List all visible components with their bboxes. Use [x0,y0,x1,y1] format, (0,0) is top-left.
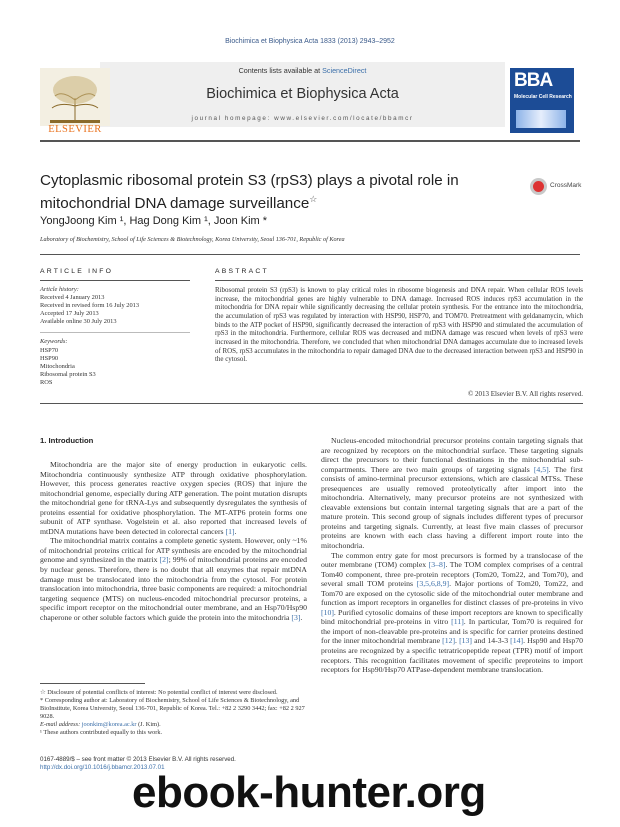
footnote-rule [40,683,145,684]
sciencedirect-link[interactable]: ScienceDirect [322,66,367,75]
cover-title: BBA [514,70,553,91]
history-item: Accepted 17 July 2013 [40,310,99,318]
crossmark-icon [530,178,547,195]
footnote-corresponding: * Corresponding author at: Laboratory of Biochemistry, School of Life Sciences & Biotechnology, and BioInstitute, Korea University, Seoul 136-701, Republic of Korea. Tel.: +82 2 3290 3442; fax: +82 2 927 9028. [40,696,305,720]
journal-title: Biochimica et Biophysica Acta [206,86,399,102]
text-run: . Purified cytosolic domains of these import receptors are known to specifically bind mitochondrial pre-proteins in vitro [321,607,583,627]
keyword: HSP70 [40,346,59,354]
abstract-rule [215,280,583,281]
text-run: E-mail address: [40,720,82,728]
history-label: Article history: [40,286,79,293]
intro-heading: 1. Introduction [40,436,94,445]
reference-link[interactable]: [13] [459,636,473,646]
header-rule [40,140,580,142]
info-separator [40,326,190,333]
text-run: . [455,636,460,646]
elsevier-wordmark: ELSEVIER [48,124,102,135]
title-footnote-mark[interactable]: ☆ [309,194,318,204]
reference-link[interactable]: [2] [159,555,169,565]
affiliation: Laboratory of Biochemistry, School of Life Sciences & Biotechnology, Korea University, Seoul 136-701, Republic of Korea [40,236,345,243]
article-info-heading: ARTICLE INFO [40,268,114,275]
history-item: Available online 30 July 2013 [40,318,117,326]
reference-link[interactable]: [3–8] [428,560,446,570]
text-run: . [300,612,303,622]
abstract-copyright: © 2013 Elsevier B.V. All rights reserved. [467,390,583,398]
reference-link[interactable]: [11] [451,617,464,627]
keyword: HSP90 [40,354,59,362]
article-title [40,172,540,213]
body-right-column [321,436,583,675]
keyword: Mitochondria [40,362,75,370]
reference-link[interactable]: [3,5,6,8,9] [416,579,450,589]
info-rule [40,280,190,281]
elsevier-logo [40,68,110,138]
abstract-text: Ribosomal protein S3 (rpS3) is known to play critical roles in ribosome biogenesis and DNA repair. When cellular ROS levels increase, the mitochondrial genes are highly vulnerable to DNA damage. Increased ROS induces rpS3 accumulation in the mitochondria for DNA repair while significantly decreasing the cellular protein synthesis. For the entrance into the mitochondria, the accumulation of rpS3 was regulated by interaction with HSP90, HSP70, and TOM70. Pretreatment with geldanamycin, which binds to the ATP pocket of HSP90, significantly decreased the interaction of rpS3 with HSP90 and stimulated the accumulation of rpS3 in the mitochondria. Furthermore, cellular ROS was decreased and mtDNA damage was rescued when levels of rpS3 were increased in the mitochondria. Therefore, we concluded that when mitochondrial DNA damages accumulate due to increased levels of ROS, rpS3 accumulates in the mitochondria to repair damaged DNA due to the decreased interaction between rpS3 and HSP90 in the cytosol. [215,286,583,364]
paragraph [321,551,583,675]
doi-link[interactable]: http://dx.doi.org/10.1016/j.bbamcr.2013.07.01 [40,764,165,771]
issn-line: 0167-4889/$ – see front matter © 2013 Elsevier B.V. All rights reserved. [40,756,236,763]
text-run: (J. Kim). [136,720,161,728]
abstract-end-rule [40,403,583,404]
text-run: The common entry gate for most precursors is formed by a translocase of the outer membrane (TOM) complex [321,550,583,570]
keywords-label: Keywords: [40,338,68,346]
cover-subtitle: Molecular Cell Research [514,94,572,100]
keyword: Ribosomal protein S3 [40,370,96,378]
reference-link[interactable]: [12] [442,636,456,646]
reference-link[interactable]: [10] [321,607,334,617]
text-run: ; 99% of mitochondrial proteins are encoded by nuclear genes. Therefore, there is no doubt that all enzymes that repair mtDNA damage must be translocated into the mitochondria from the cytosol. For protein translocation into mitochondria, three basic components are required: a mitochondrial targeting sequence (MTS) on nucleus-encoded mitochondrial precursor proteins, a specific import receptor on the mitochondrial outer membrane, and an Hsp70/Hsp90 chaperone or other soluble factors which guide the protein into the mitochondria [40,555,308,622]
contents-prefix: Contents lists available at [238,66,323,75]
reference-link[interactable]: [3] [291,612,301,622]
text-run: . Hsp90 and Hsp70 proteins are recognized by a specific tetratricopeptide repeat (TPR) motif of import receptors. This recognition facilitates movement of specific preproteins to import receptors for Hsp90/Hsp70 ATPase-dependent membrane translocation. [321,636,583,675]
abstract-heading: ABSTRACT [215,268,269,275]
paragraph [40,460,307,536]
text-run: Mitochondria are the major site of energy production in eukaryotic cells. Mitochondria continuously synthesize ATP through oxidative phosphorylation. However, this process generates reactive oxygen species (ROS) that injure the mitochondrial genome, especially during ATP generation. The point mutation disrupts the mitochondrial gene for tRNA-Lys and subsequently dysregulates the synthesis of proteins essential for oxidative phosphorylation. The MT-ATP6 protein forms one subunit of ATP synthase. Vogelstein et al. also reported that increased levels of mtDNA mutations have been detected in colorectal cancers [40,460,307,536]
body-left-column [40,460,307,622]
text-run: Nucleus-encoded mitochondrial precursor proteins contain targeting signals that are recognized by receptors on the mitochondrial surface. These targeting signals direct the precursors to their functional destinations in the mitochondrial sub-compartments. There are two main groups of targeting signals [321,436,583,474]
contents-line [100,66,505,75]
email-link[interactable]: joonkim@korea.ac.kr [81,720,137,728]
citation-line: Biochimica et Biophysica Acta 1833 (2013) 2943–2952 [225,38,395,45]
author-list: YongJoong Kim ¹, Hag Dong Kim ¹, Joon Kim * [40,215,268,227]
footnotes [40,689,307,736]
text-run: . The TOM complex comprises of a central Tom40 component, three pre-protein receptors (Tom20, Tom22, and Tom70), and several small TOM proteins [321,560,583,589]
text-run: The mitochondrial matrix contains a complete genetic system. However, only ~1% of mitochondrial proteins critical for ATP synthesis are encoded by the mitochondrial genome and synthesized in the matrix [40,536,307,565]
footnote-equal-contribution: ¹ These authors contributed equally to this work. [40,728,163,736]
text-run: . [234,526,237,536]
cover-image [516,110,566,128]
affiliation-rule [40,254,580,255]
journal-cover [510,68,574,133]
text-run: and 14-3-3 [472,636,511,646]
reference-link[interactable]: [1] [225,526,235,536]
keyword: ROS [40,378,53,386]
title-line-2: mitochondrial DNA damage surveillance [40,195,310,213]
reference-link[interactable]: [4,5] [533,464,549,474]
footnote-disclosure: ☆ Disclosure of potential conflicts of interest: No potential conflict of interest were disclosed. [40,689,278,696]
reference-link[interactable]: [14] [510,636,524,646]
journal-homepage[interactable]: journal homepage: www.elsevier.com/locate/bbamcr [191,115,414,122]
article-info [40,286,190,387]
history-item: Received in revised form 16 July 2013 [40,302,140,310]
crossmark-badge[interactable] [530,178,590,198]
text-run: . In particular, Tom70 is required for the import of non-cleavable pre-proteins and is specific for carrier proteins destined for the inner mitochondrial membrane [321,617,583,646]
footnote-email [40,721,307,729]
paragraph [40,536,307,622]
watermark: ebook-hunter.org [132,768,486,817]
paragraph [321,436,583,551]
crossmark-label: CrossMark [550,182,582,189]
history-item: Received 4 January 2013 [40,294,105,302]
text-run: . The first consists of amino-terminal precursor extensions, which are classical MTSs. These presequences are usually removed proteolytically after import into the mitochondria. Alternatively, many precursor proteins are not synthesized with cleavable extensions but contain internal targeting signals that are a part of the mature protein. This second group of signals includes different types of precursor proteins and targeting signals. Currently, at least five main classes of precursor proteins are known with each class having a different import route into the mitochondria. [321,464,583,551]
text-run: . Major portions of Tom20, Tom22, and Tom70 are exposed on the cytosolic side of the mitochondrial outer membrane and function as import receptors in organelles for distinct classes of pre-proteins in vivo [321,579,583,608]
title-line-1: Cytoplasmic ribosomal protein S3 (rpS3) plays a pivotal role in [40,172,459,189]
